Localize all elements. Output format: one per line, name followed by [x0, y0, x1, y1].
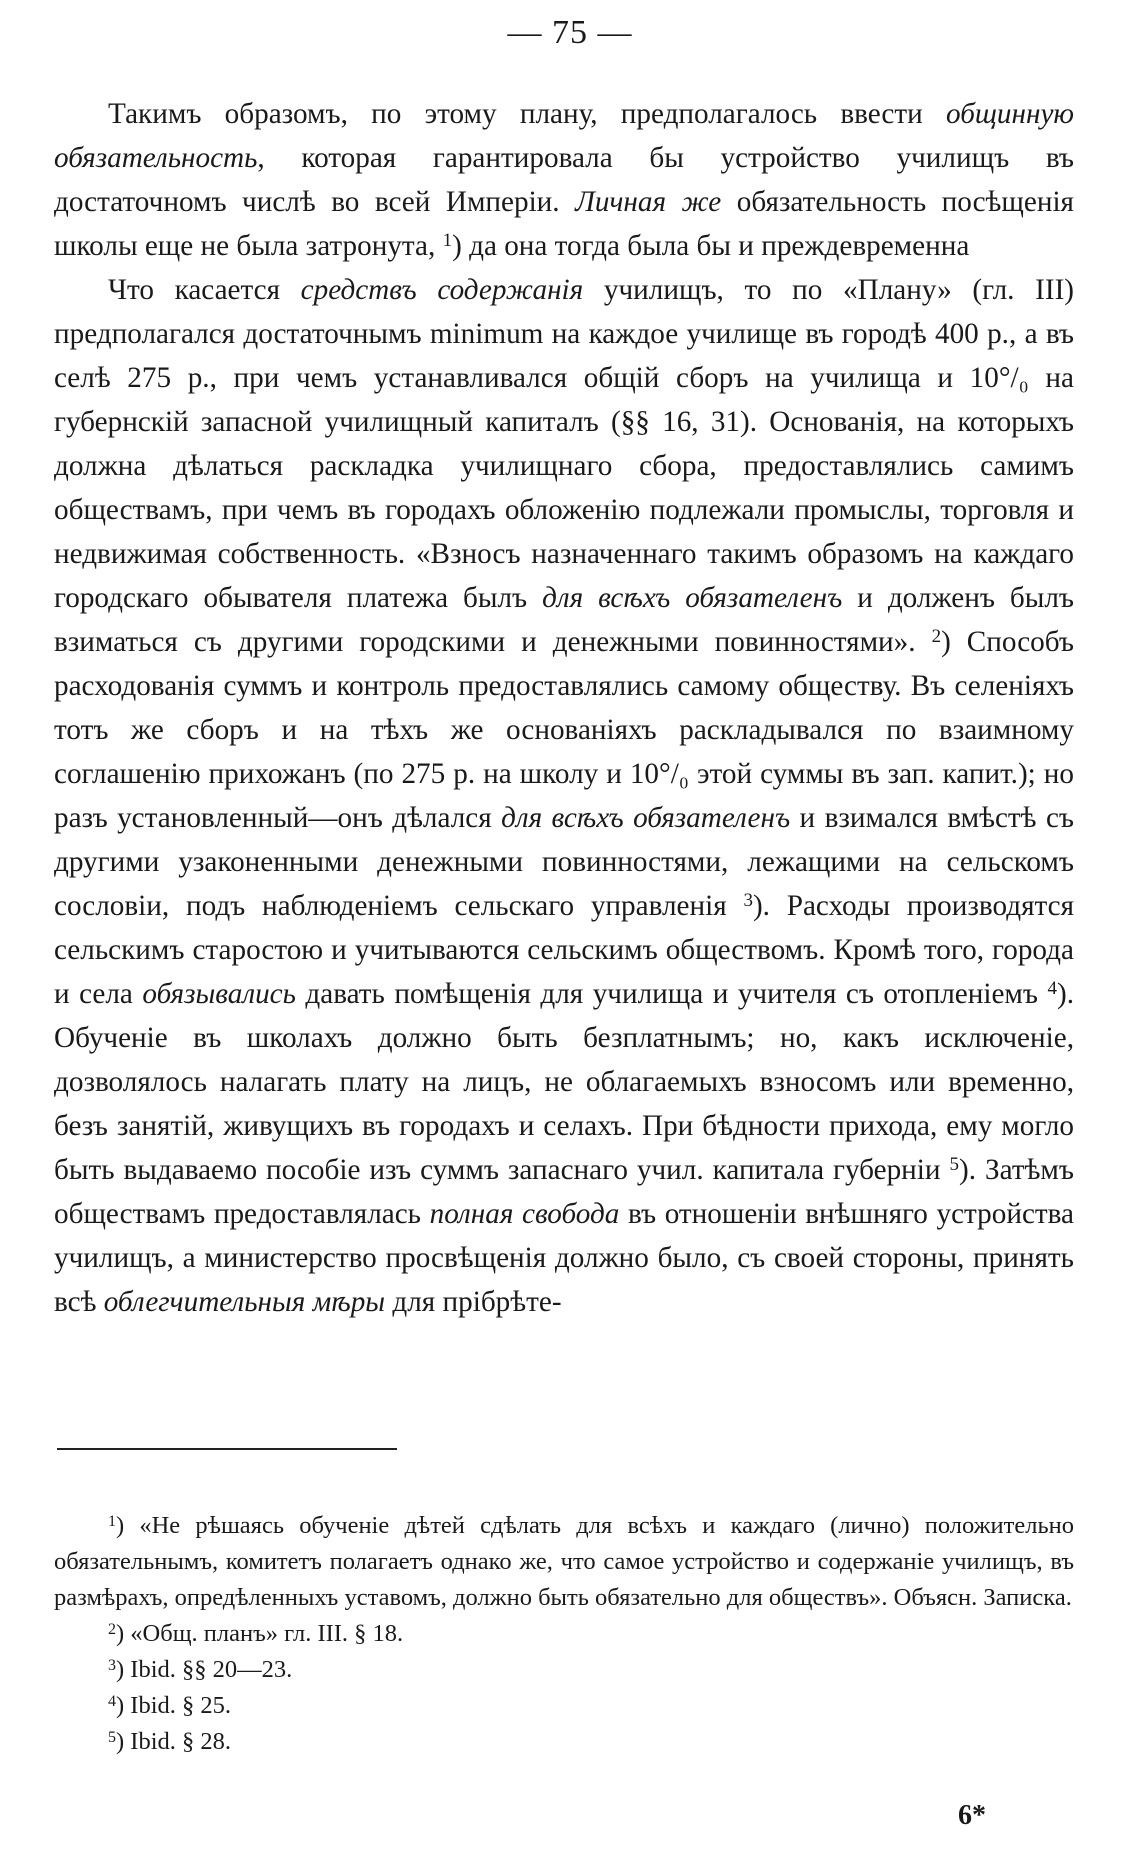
- footnote-1: [54, 1508, 1074, 1616]
- italic-run: обязывались: [142, 978, 296, 1010]
- paragraph-1: [54, 92, 1074, 268]
- footnote-text: ) «Не рѣшаясь обученіе дѣтей сдѣлать для всѣхъ и каждаго (лично) положительно обязательнымъ, комитетъ полагаетъ однако же, что самое устройство и содержаніе училищъ, въ размѣрахъ, опредѣленныхъ уставомъ, должно быть обязательно для обществъ». Объясн. Записка.: [54, 1512, 1074, 1611]
- text-run: въ отношеніи внѣшняго устройства училищъ, а министерство просвѣщенія должно было, съ своей стороны, принять всѣ: [54, 1198, 1075, 1318]
- text-run: , которая гарантировала бы устройство училищъ въ достаточномъ числѣ во всей Имперіи.: [54, 142, 1074, 218]
- footnote-ref: 2: [931, 626, 942, 647]
- text-run: ). Расходы производятся сельскимъ старостою и учитываются сельскимъ обществомъ. Кромѣ того, города и села: [54, 890, 1074, 1010]
- footnote-ref: 5: [949, 1154, 960, 1175]
- text-run: Что касается: [108, 274, 301, 306]
- footnote-mark: 4: [108, 1693, 116, 1710]
- footnote-4: [54, 1688, 1074, 1724]
- text-run: и взимался вмѣстѣ съ другими узаконенными денежными повинностями, лежащими на сельскомъ сословіи, подъ наблюденіемъ сельскаго управленія: [54, 802, 1074, 922]
- text-run: ) Способъ расходованія суммъ и контроль предоставлялись самому обществу. Въ селеніяхъ тотъ же сборъ и на тѣхъ же основаніяхъ раскладывался по взаимному соглашенію прихожанъ (по 275 р. на школу и 10°/₀ этой суммы въ зап. капит.); но разъ установленный—онъ дѣлался: [54, 626, 1074, 834]
- footnote-mark: 3: [108, 1657, 116, 1674]
- footnote-mark: 2: [108, 1621, 116, 1638]
- text-run: и долженъ былъ взиматься съ другими городскими и денежными повинностями».: [54, 582, 1074, 658]
- footnote-2: [54, 1616, 1074, 1652]
- text-run: ) да она тогда была бы и преждевременна: [452, 230, 970, 262]
- italic-run: облегчительныя мѣры: [103, 1286, 386, 1318]
- paragraph-2: [54, 268, 1074, 1324]
- signature-mark: 6*: [958, 1800, 986, 1831]
- footnote-mark: 5: [108, 1729, 116, 1746]
- text-run: училищъ, то по «Плану» (гл. III) предполагался достаточнымъ minimum на каждое училище въ городѣ 400 р., а въ селѣ 275 р., при чемъ устанавливался общій сборъ на училища и 10°/₀ на губернскій запасной училищный капиталъ (§§ 16, 31). Основанія, на которыхъ должна дѣлаться раскладка училищнаго сбора, предоставлялись самимъ обществамъ, при чемъ въ городахъ обложенію подлежали промыслы, торговля и недвижимая собственность. «Взносъ назначеннаго такимъ образомъ на каждаго городскаго обывателя платежа былъ: [54, 274, 1075, 614]
- footnotes: [54, 1508, 1074, 1760]
- footnote-text: ) Ibid. § 28.: [116, 1728, 231, 1755]
- footnote-text: ) «Общ. планъ» гл. III. § 18.: [116, 1620, 404, 1647]
- page-number: — 75 —: [507, 14, 633, 51]
- text-run: обязательность посѣщенія школы еще не была затронута,: [54, 186, 1074, 262]
- text-run: ). Затѣмъ обществамъ предоставлялась: [54, 1154, 1074, 1230]
- footnote-5: [54, 1724, 1074, 1760]
- text-run: для прiбрѣте-: [385, 1286, 562, 1318]
- italic-run: общинную обязательность: [54, 98, 1074, 174]
- footnote-ref: 4: [1047, 978, 1057, 999]
- italic-run: средствъ содержанія: [300, 274, 584, 306]
- text-run: Такимъ образомъ, по этому плану, предполагалось ввести: [108, 98, 946, 130]
- italic-run: для всѣхъ обязателенъ: [542, 582, 843, 614]
- text-run: давать помѣщенія для училища и учителя съ отопленіемъ: [295, 978, 1048, 1010]
- italic-run: полная свобода: [429, 1198, 620, 1230]
- italic-run: для всѣхъ обязателенъ: [501, 802, 791, 834]
- footnote-mark: 1: [108, 1513, 116, 1530]
- footnote-3: [54, 1652, 1074, 1688]
- footnote-text: ) Ibid. § 25.: [116, 1692, 231, 1719]
- footnote-divider: [57, 1448, 397, 1450]
- main-text: [54, 92, 1074, 1324]
- footnote-ref: 3: [743, 890, 753, 911]
- text-run: ). Обученіе въ школахъ должно быть безплатнымъ; но, какъ исключеніе, дозволялось налагать плату на лицъ, не облагаемыхъ взносомъ или временно, безъ занятій, живущихъ въ городахъ и селахъ. При бѣдности прихода, ему могло быть выдаваемо пособіе изъ суммъ запаснаго учил. капитала губерніи: [54, 978, 1075, 1186]
- footnote-text: ) Ibid. §§ 20—23.: [116, 1656, 293, 1683]
- italic-run: Личная же: [575, 186, 722, 218]
- footnote-ref: 1: [442, 230, 453, 251]
